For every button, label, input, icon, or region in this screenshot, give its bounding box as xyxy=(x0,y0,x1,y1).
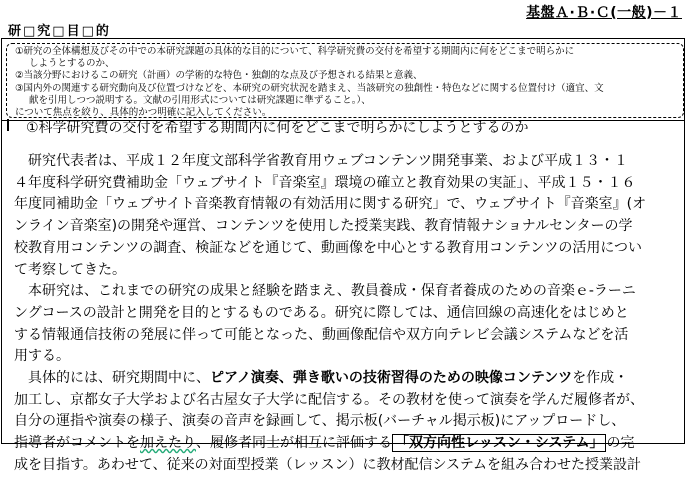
spellcheck-marked-text: 加えたり xyxy=(140,435,196,452)
body-line: 用する。 xyxy=(14,348,70,365)
section-title: 研□究□目□的 xyxy=(8,24,111,39)
instruction-line: ③国内外の関連する研究動向及び位置づけなどを、本研究の研究状況を踏まえ、当該研究の独創性・特色などに関する位置付け（適宜、文 xyxy=(15,82,604,94)
body-line: する情報通信技術の発展に伴って可能となった、動画像配信や双方向テレビ会議システムなどを活 xyxy=(14,326,629,343)
body-text-run: 具体的には、研究期間中に、 xyxy=(28,370,210,387)
instruction-line: について焦点を絞り、具体的かつ明確に記入してください。 xyxy=(15,107,272,119)
body-line: 加工し、京都女子大学および名古屋女子大学に配信する。その教材を使って演奏を学んだ履修者が、 xyxy=(14,391,644,408)
boxed-emphasis-text: 「双方向性レッスン・システム」 xyxy=(392,434,606,452)
form-code-header: 基盤Ａ·Ｂ·Ｃ(一般)－１ xyxy=(526,5,682,21)
body-line: ４年度科学研究費補助金「ウェブサイト『音楽室』環境の確立と教育効果の実証」、平成１５・１６ xyxy=(14,174,636,191)
body-text-run: 指導者がコメントを xyxy=(14,435,140,452)
body-line: 年度同補助金「ウェブサイト音楽教育情報の有効活用に関する研究」で、ウェブサイト『音楽室』(オ xyxy=(14,196,647,213)
body-line: 校教育用コンテンツの調査、検証などを通じて、動画像を中心とする教育用コンテンツの活用につい xyxy=(14,239,643,256)
body-line: 本研究は、これまでの研究の成果と経験を踏まえ、教員養成・保育者養成のための音楽ｅ-ラーニ xyxy=(28,283,636,300)
body-line xyxy=(14,433,678,455)
body-line: 自分の運指や演奏の様子、演奏の音声を録画して、掲示板(バーチャル掲示板)にアップロードし、 xyxy=(14,413,626,430)
instruction-box xyxy=(6,43,684,118)
body-line: ングコースの設計と開発を目的とするものである。研究に際しては、通信回線の高速化をはじめと xyxy=(14,304,629,321)
instruction-line: 献を引用しつつ説明する。文献の引用形式については研究課題に準ずること。）、 xyxy=(29,94,371,106)
body-line: ンライン音楽室)の開発や運営、コンテンツを使用した授業実践、教育情報ナショナルセンターの学 xyxy=(14,218,633,235)
instruction-line: ①研究の全体構想及びその中での本研究課題の具体的な目的について、科学研究費の交付を希望する期間内に何をどこまで明らかに xyxy=(15,46,575,57)
body-text-run: 、履修者同士が相互に評価する xyxy=(196,435,392,452)
body-line: て考察してきた。 xyxy=(14,261,126,278)
body-text[interactable] xyxy=(14,151,678,477)
instruction-line: ②当該分野におけるこの研究（計画）の学術的な特色・独創的な点及び予想される結果と意義、 xyxy=(15,70,423,82)
emphasis-text: ピアノ演奏、弾き歌いの技術習得のための映像コンテンツ xyxy=(210,370,573,387)
instruction-line: しようとするのか、 xyxy=(29,58,115,70)
body-text-run: を作成・ xyxy=(572,370,629,387)
body-line: 成を目指す。あわせて、従来の対面型授業（レッスン）に教材配信システムを組み合わせた授業設計 xyxy=(14,456,642,473)
body-line: 研究代表者は、平成１２年度文部科学省教育用ウェブコンテンツ開発事業、および平成１３・１ xyxy=(28,153,629,169)
body-line xyxy=(14,368,678,390)
document-frame xyxy=(1,38,685,473)
subheading[interactable]: ①科学研究費の交付を希望する期間内に何をどこまで明らかにしようとするのか xyxy=(26,120,529,136)
body-text-run: の完 xyxy=(606,435,635,452)
text-cursor xyxy=(7,119,9,131)
